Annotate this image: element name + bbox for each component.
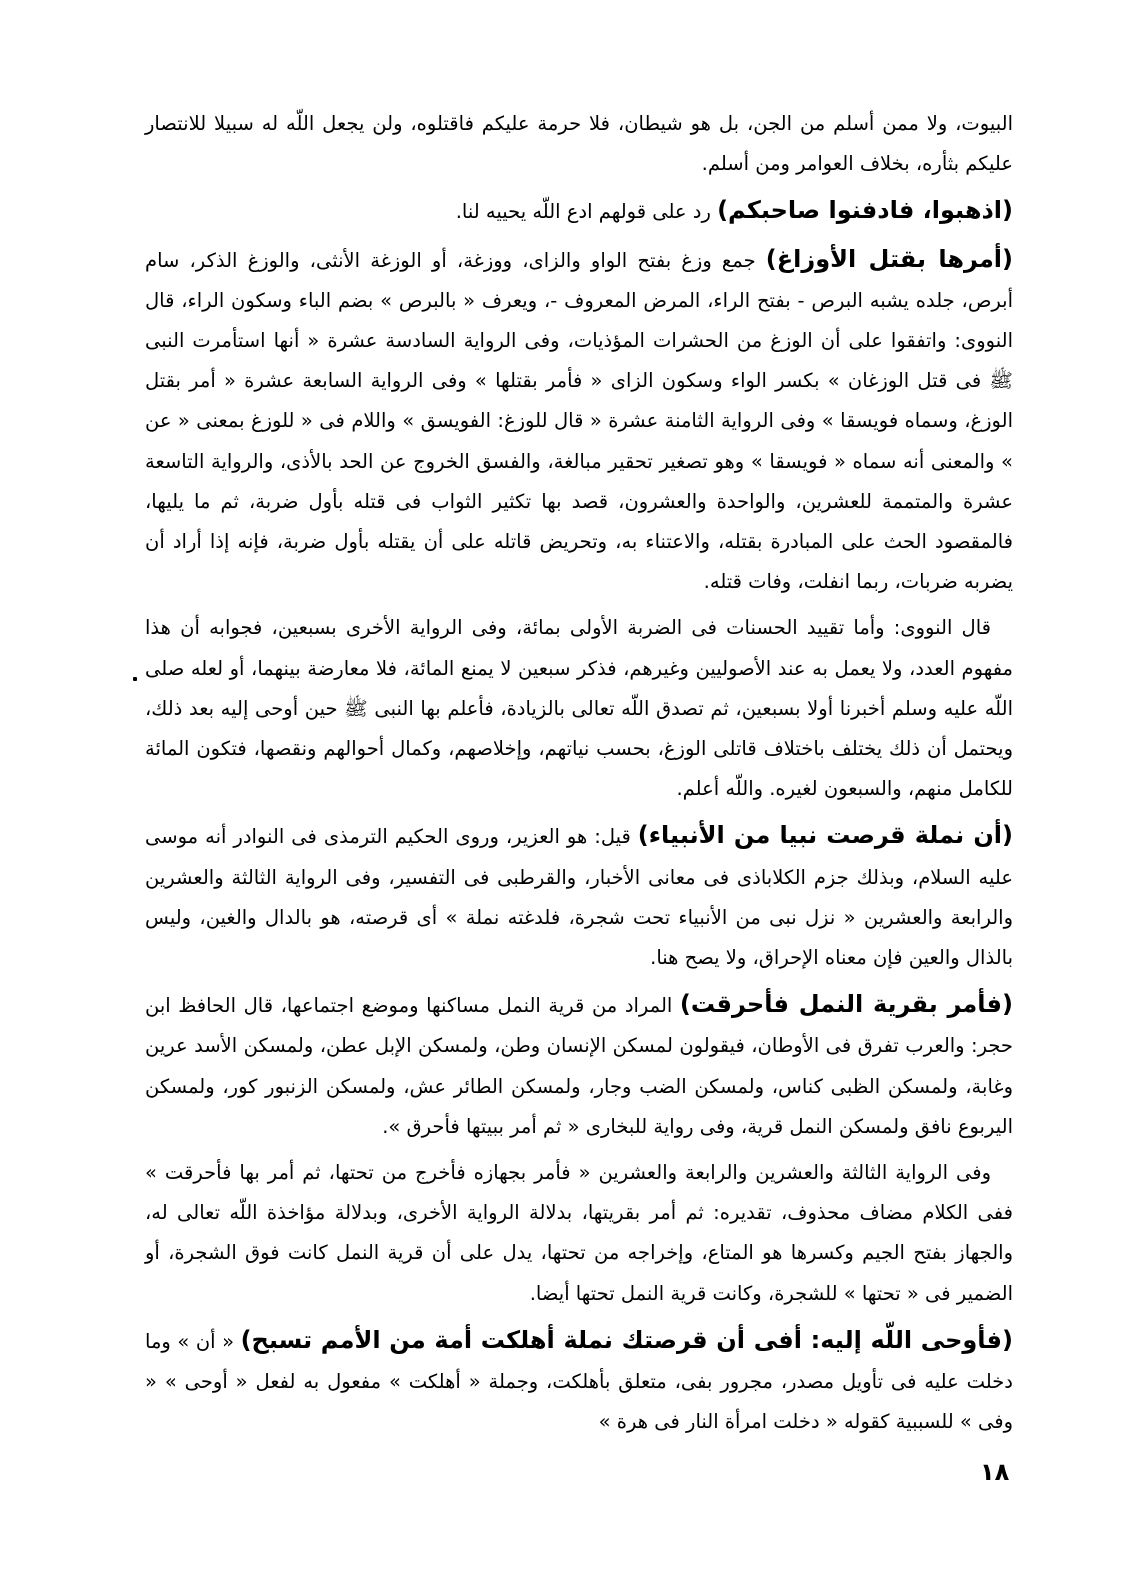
paragraph-text: البيوت، ولا ممن أسلم من الجن، بل هو شيطان، فلا حرمة عليكم فاقتلوه، ولن يجعل اللّه له سبيلا للانتصار عليكم بثأره، بخلاف العوامر ومن أسلم. <box>145 112 1013 176</box>
paragraph-text: قال النووى: وأما تقييد الحسنات فى الضربة الأولى بمائة، وفى الرواية الأخرى بسبعين، فجوابه أن هذا مفهوم العدد، ولا يعمل به عند الأصوليين وغيرهم، فذكر سبعين لا يمنع المائة، فلا معارضة بينهما، أو لعله صلى اللّه عليه وسلم أخبرنا أولا بسبعين، ثم تصدق اللّه تعالى بالزيادة، فأعلم بها النبى ﷺ حين أوحى إليه بعد ذلك، ويحتمل أن ذلك يختلف باختلاف قاتلى الوزغ، بحسب نياتهم، وإخلاصهم، وكمال أحوالهم ونقصها، فتكون المائة للكامل منهم، والسبعون لغيره. واللّه أعلم. <box>145 616 1013 801</box>
section-heading: (فأوحى اللّه إليه: أفى أن قرصتك نملة أهلكت أمة من الأمم تسبح) <box>240 1325 1013 1354</box>
paragraph-5 <box>145 815 1013 978</box>
section-heading: (اذهبوا، فادفنوا صاحبكم) <box>717 196 1013 225</box>
paragraph-text: رد على قولهم ادع اللّه يحييه لنا. <box>455 200 718 224</box>
section-heading: (أن نملة قرصت نبيا من الأنبياء) <box>637 821 1013 850</box>
paragraph-text: « أن » وما دخلت عليه فى تأويل مصدر، مجرور بفى، متعلق بأهلكت، وجملة « أهلكت » مفعول به لفعل « أوحى » « وفى » للسببية كقوله « دخلت امرأة النار فى هرة » <box>145 1329 1013 1434</box>
paragraph-7 <box>145 1153 1013 1314</box>
paragraph-1 <box>145 104 1013 184</box>
paragraph-text: قيل: هو العزير، وروى الحكيم الترمذى فى النوادر أنه موسى عليه السلام، وبذلك جزم الكلاباذى فى معانى الأخبار، والقرطبى فى التفسير، وفى الرواية الثالثة والعشرين والرابعة والعشرين « نزل نبى من الأنبياء تحت شجرة، فلدغته نملة » أى قرصته، هو بالدال والغين، وليس بالذال والعين فإن معناه الإحراق، ولا يصح هنا. <box>145 825 1013 970</box>
paragraph-4 <box>145 608 1013 809</box>
section-heading: (فأمر بقرية النمل فأحرقت) <box>679 990 1013 1019</box>
page-number: ١٨ <box>980 1458 1010 1486</box>
paragraph-text: جمع وزغ بفتح الواو والزاى، ووزغة، أو الوزغة الأنثى، والوزغ الذكر، سام أبرص، جلده يشبه البرص - بفتح الراء، المرض المعروف -، ويعرف « بالبرص » بضم الباء وسكون الراء، قال النووى: واتفقوا على أن الوزغ من الحشرات المؤذيات، وفى الرواية السادسة عشرة « أنها استأمرت النبى ﷺ فى قتل الوزغان » بكسر الواء وسكون الزاى « فأمر بقتلها » وفى الرواية السابعة عشرة « أمر بقتل الوزغ، وسماه فويسقا » وفى الرواية الثامنة عشرة « قال للوزغ: الفويسق » واللام فى « للوزغ بمعنى « عن » والمعنى أنه سماه « فويسقا » وهو تصغير تحقير مبالغة، والفسق الخروج عن الحد بالأذى، والرواية التاسعة عشرة والمتممة للعشرين، والواحدة والعشرون، قصد بها تكثير الثواب فى قتله بأول ضربة، ثم ما يليها، فالمقصود الحث على المبادرة بقتله، والاعتناء به، وتحريض قاتله على أن يقتله بأول ضربة، فإنه إذا أراد أن يضربه ضربات، ربما انفلت، وفات قتله. <box>145 248 1013 594</box>
scan-artifact-dot <box>133 677 137 681</box>
section-heading: (أمرها بقتل الأوزاغ) <box>765 244 1013 273</box>
document-page <box>145 104 1013 1443</box>
paragraph-6 <box>145 984 1013 1147</box>
paragraph-8 <box>145 1320 1013 1443</box>
paragraph-3 <box>145 239 1013 603</box>
paragraph-text: وفى الرواية الثالثة والعشرين والرابعة والعشرين « فأمر بجهازه فأخرج من تحتها، ثم أمر بها فأحرقت » ففى الكلام مضاف محذوف، تقديره: ثم أمر بقريتها، بدلالة الرواية الأخرى، وبدلالة مؤاخذة اللّه تعالى له، والجهاز بفتح الجيم وكسرها هو المتاع، وإخراجه من تحتها، يدل على أن قرية النمل كانت فوق الشجرة، أو الضمير فى « تحتها » للشجرة، وكانت قرية النمل تحتها أيضا. <box>145 1161 1013 1305</box>
paragraph-2 <box>145 190 1013 232</box>
paragraph-text: المراد من قرية النمل مساكنها وموضع اجتماعها، قال الحافظ ابن حجر: والعرب تفرق فى الأوطان، فيقولون لمسكن الإنسان وطن، ولمسكن الإبل عطن، ولمسكن الأسد عرين وغابة، ولمسكن الظبى كناس، ولمسكن الضب وجار، ولمسكن الطائر عش، ولمسكن الزنبور كور، ولمسكن اليربوع نافق ولمسكن النمل قرية، وفى رواية للبخارى « ثم أمر ببيتها فأحرق ». <box>145 994 1013 1138</box>
